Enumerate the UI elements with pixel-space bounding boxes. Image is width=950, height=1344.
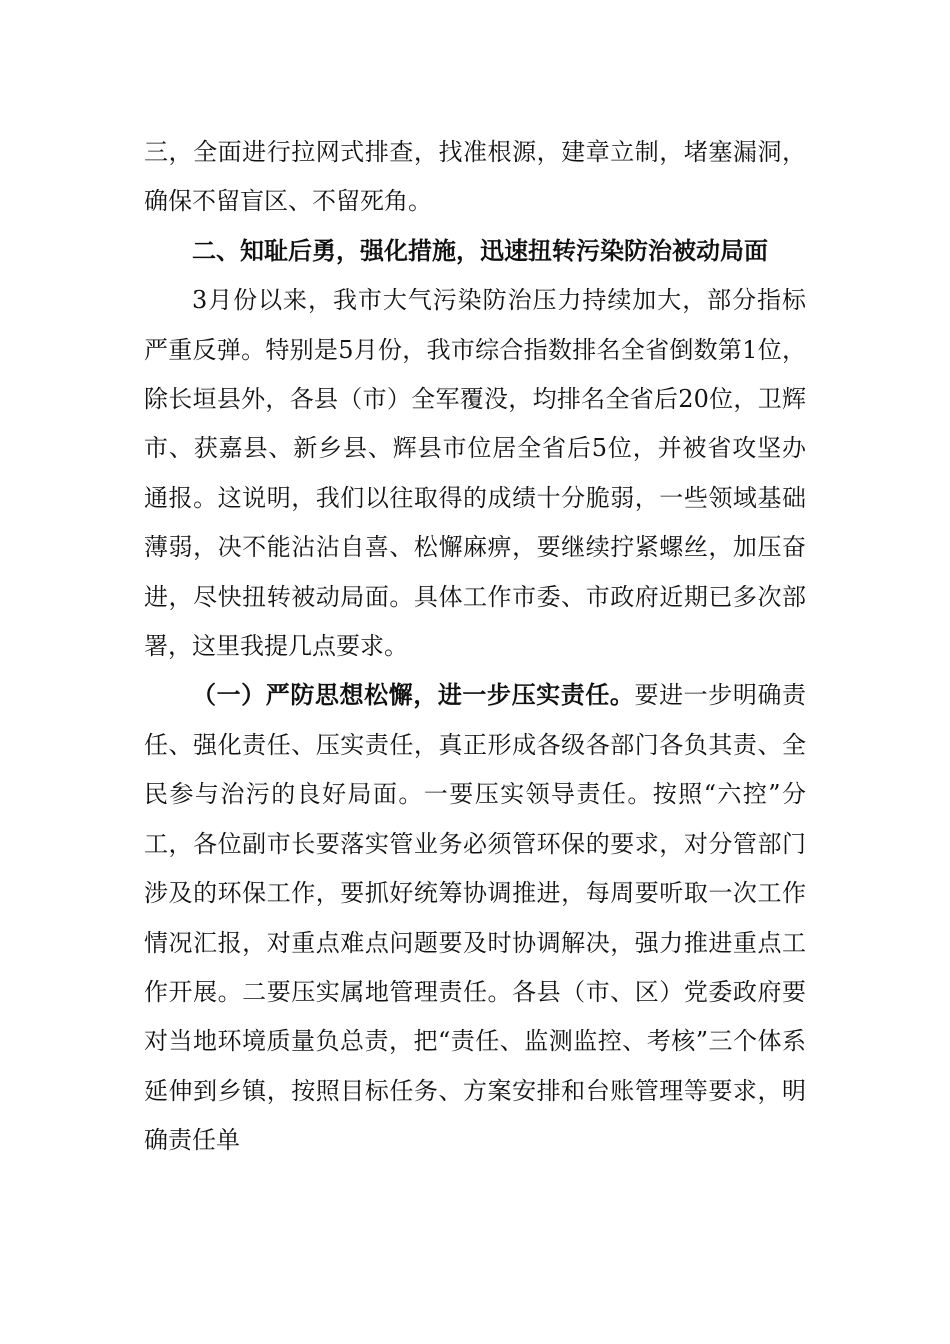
section-heading: 二、知耻后勇，强化措施，迅速扭转污染防治被动局面: [192, 236, 768, 265]
paragraph-responsibility-body: 要进一步明确责任、强化责任、压实责任，真正形成各级各部门各负其责、全民参与治污的良好局面。一要压实领导责任。按照“六控”分工，各位副市长要落实管业务必须管环保的要求，对分管部门涉及的环保工作，要抓好统筹协调推进，每周要听取一次工作情况汇报，对重点难点问题要及时协调解决，强力推进重点工作开展。二要压实属地管理责任。各县（市、区）党委政府要对当地环境质量负总责，把“责任、监测监控、考核”三个体系延伸到乡镇，按照目标任务、方案安排和台账管理等要求，明确责任单: [144, 681, 806, 1155]
paragraph-responsibility: [144, 671, 806, 1165]
document-body: [144, 128, 806, 1166]
paragraph-situation: 3月份以来，我市大气污染防治压力持续加大，部分指标严重反弹。特别是5月份，我市综合指数排名全省倒数第1位，除长垣县外，各县（市）全军覆没，均排名全省后20位，卫辉市、获嘉县、新乡县、辉县市位居全省后5位，并被省攻坚办通报。这说明，我们以往取得的成绩十分脆弱，一些领域基础薄弱，决不能沾沾自喜、松懈麻痹，要继续拧紧螺丝，加压奋进，尽快扭转被动局面。具体工作市委、市政府近期已多次部署，这里我提几点要求。: [144, 286, 806, 661]
paragraph-continued: 三，全面进行拉网式排查，找准根源，建章立制，堵塞漏洞，确保不留盲区、不留死角。: [144, 138, 806, 216]
subheading-lead: （一）严防思想松懈，进一步压实责任。: [192, 681, 635, 710]
